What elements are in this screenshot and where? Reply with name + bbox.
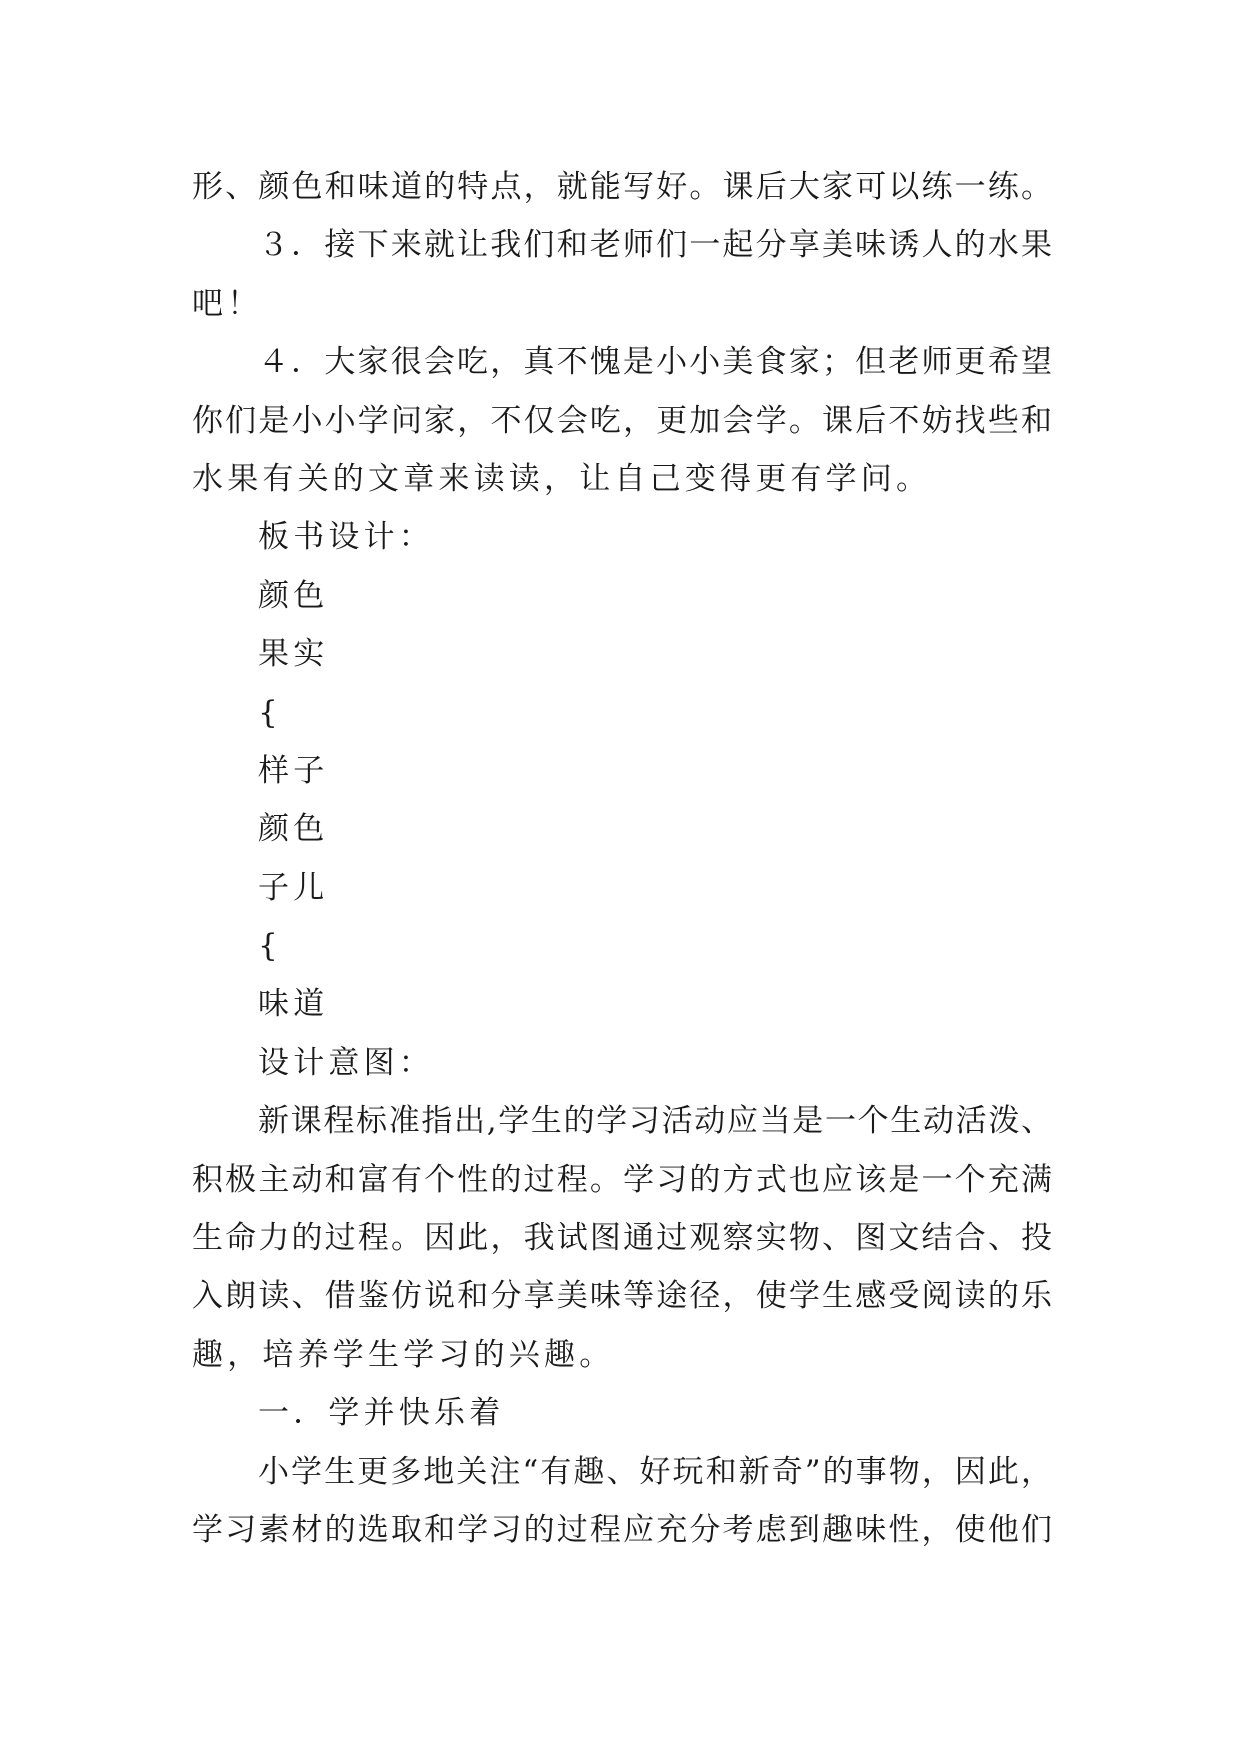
text-line: 设计意图： — [258, 1044, 434, 1081]
text-line: 样子 — [258, 752, 329, 789]
text-line: 生命力的过程。因此，我试图通过观察实物、图文结合、投 — [192, 1220, 1052, 1257]
text-line: 味道 — [258, 986, 329, 1023]
text-line: { — [258, 694, 282, 731]
text-line: { — [258, 928, 282, 965]
text-line: 积极主动和富有个性的过程。学习的方式也应该是一个充满 — [192, 1161, 1052, 1198]
text-line: 小学生更多地关注“有趣、好玩和新奇”的事物，因此， — [258, 1453, 1052, 1490]
text-line: 你们是小小学问家，不仅会吃，更加会学。课后不妨找些和 — [192, 402, 1052, 439]
text-line: 新课程标准指出,学生的学习活动应当是一个生动活泼、 — [258, 1103, 1052, 1140]
document-page — [192, 158, 1052, 1559]
text-line: 果实 — [258, 636, 329, 673]
text-line: 一．学并快乐着 — [258, 1395, 505, 1432]
text-line: 颜色 — [258, 577, 329, 614]
text-line: 板书设计： — [258, 519, 434, 556]
text-line: 趣，培养学生学习的兴趣。 — [192, 1336, 615, 1373]
text-line: ３．接下来就让我们和老师们一起分享美味诱人的水果 — [258, 227, 1052, 264]
text-line: 水果有关的文章来读读，让自己变得更有学问。 — [192, 460, 932, 497]
text-line: 入朗读、借鉴仿说和分享美味等途径，使学生感受阅读的乐 — [192, 1278, 1052, 1315]
text-line: 形、颜色和味道的特点，就能写好。课后大家可以练一练。 — [192, 169, 1052, 205]
text-line: 学习素材的选取和学习的过程应充分考虑到趣味性，使他们 — [192, 1511, 1052, 1548]
text-line: 子儿 — [258, 869, 329, 906]
text-line: 吧！ — [192, 285, 263, 322]
text-line: 颜色 — [258, 811, 329, 848]
text-line: ４．大家很会吃，真不愧是小小美食家；但老师更希望 — [258, 344, 1052, 381]
